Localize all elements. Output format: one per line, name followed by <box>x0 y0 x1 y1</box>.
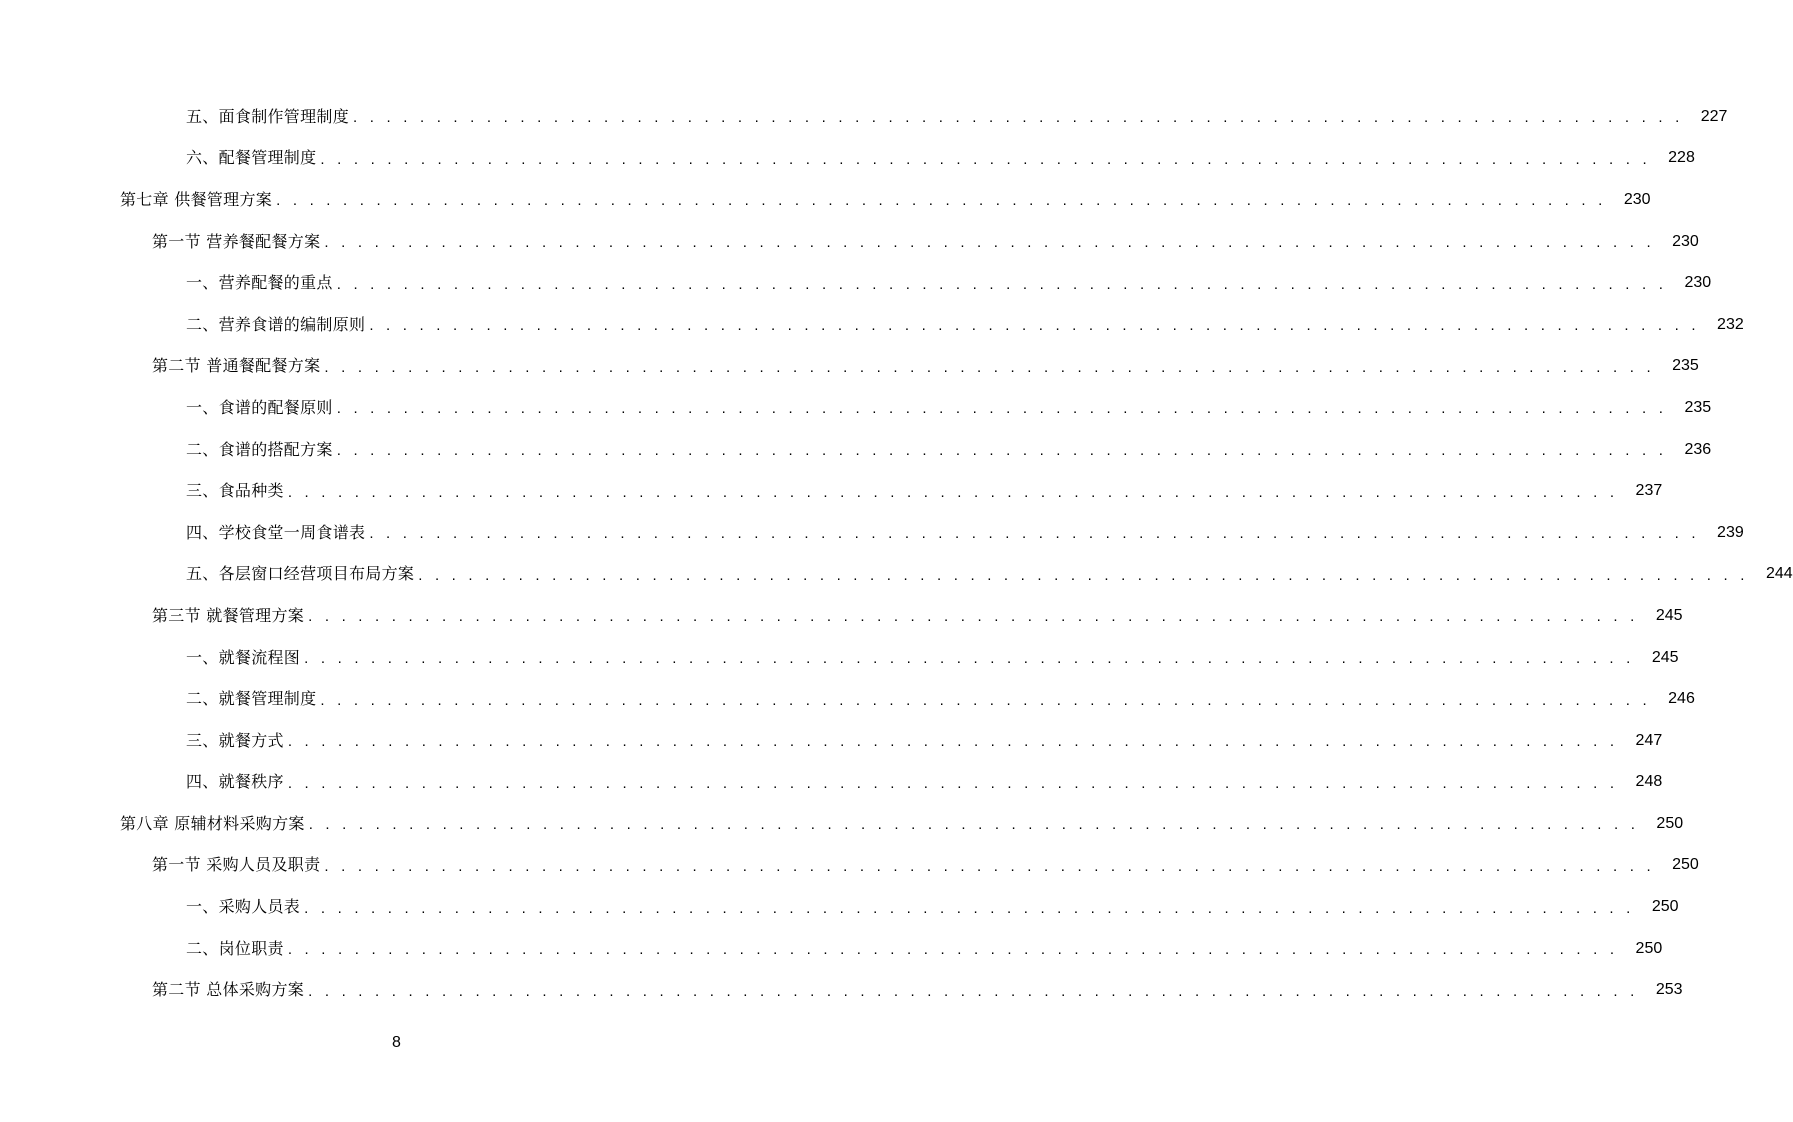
dot-leader: . . . . . . . . . . . . . . . . . . . . . . . . . . . . . . . . . . . . . . . . . . . . . . . . . . . . . . . . . . . . . . . . . . . . . . . . . . . . . . . . <box>336 400 1668 418</box>
dot-leader: . . . . . . . . . . . . . . . . . . . . . . . . . . . . . . . . . . . . . . . . . . . . . . . . . . . . . . . . . . . . . . . . . . . . . . . . . . . . . . . . <box>308 982 1639 1000</box>
dot-leader: . . . . . . . . . . . . . . . . . . . . . . . . . . . . . . . . . . . . . . . . . . . . . . . . . . . . . . . . . . . . . . . . . . . . . . . . . . . . . . . . <box>308 816 1640 834</box>
toc-entry[interactable] <box>0 678 1695 720</box>
toc-entry-title: 六、配餐管理制度 <box>186 148 317 168</box>
toc-entry-title: 四、学校食堂一周食谱表 <box>186 522 366 542</box>
toc-entry-page: 227 <box>1700 107 1728 125</box>
dot-leader: . . . . . . . . . . . . . . . . . . . . . . . . . . . . . . . . . . . . . . . . . . . . . . . . . . . . . . . . . . . . . . . . . . . . . . . . . . . . . . . . <box>320 150 1651 168</box>
toc-entry-title: 五、各层窗口经营项目布局方案 <box>186 564 415 584</box>
toc-entry-title: 二、营养食谱的编制原则 <box>186 314 366 334</box>
toc-entry-title: 三、食品种类 <box>186 481 284 501</box>
toc-entry[interactable] <box>0 429 1712 471</box>
toc-entry-page: 253 <box>1655 981 1683 999</box>
toc-entry-title: 一、采购人员表 <box>186 897 301 917</box>
toc-entry[interactable] <box>0 96 1728 138</box>
toc-entry-title: 五、面食制作管理制度 <box>186 106 350 126</box>
toc-entry[interactable] <box>0 554 1793 596</box>
toc-entry[interactable] <box>0 928 1663 970</box>
dot-leader: . . . . . . . . . . . . . . . . . . . . . . . . . . . . . . . . . . . . . . . . . . . . . . . . . . . . . . . . . . . . . . . . . . . . . . . . . . . . . . . . <box>324 358 1655 376</box>
toc-entry-title: 第二节 普通餐配餐方案 <box>152 356 321 376</box>
toc-entry[interactable] <box>0 886 1679 928</box>
dot-leader: . . . . . . . . . . . . . . . . . . . . . . . . . . . . . . . . . . . . . . . . . . . . . . . . . . . . . . . . . . . . . . . . . . . . . . . . . . . . . . . . <box>418 566 1749 584</box>
dot-leader: . . . . . . . . . . . . . . . . . . . . . . . . . . . . . . . . . . . . . . . . . . . . . . . . . . . . . . . . . . . . . . . . . . . . . . . . . . . . . . . . <box>353 109 1684 127</box>
toc-entry-title: 第二节 总体采购方案 <box>152 980 305 1000</box>
toc-entry-title: 二、岗位职责 <box>186 938 284 958</box>
toc-entry-page: 250 <box>1651 898 1679 916</box>
toc-entry-page: 228 <box>1668 149 1695 167</box>
dot-leader: . . . . . . . . . . . . . . . . . . . . . . . . . . . . . . . . . . . . . . . . . . . . . . . . . . . . . . . . . . . . . . . . . . . . . . . . . . . . . . . . <box>324 857 1655 875</box>
toc-entry-page: 244 <box>1765 565 1793 583</box>
dot-leader: . . . . . . . . . . . . . . . . . . . . . . . . . . . . . . . . . . . . . . . . . . . . . . . . . . . . . . . . . . . . . . . . . . . . . . . . . . . . . . . . <box>308 608 1639 626</box>
toc-entry-page: 230 <box>1672 232 1699 250</box>
toc-entry-page: 239 <box>1717 523 1744 541</box>
toc-entry[interactable] <box>0 346 1699 388</box>
toc-entry-title: 第三节 就餐管理方案 <box>152 605 305 625</box>
toc-entry[interactable] <box>0 387 1712 429</box>
toc-entry[interactable] <box>0 221 1699 263</box>
toc-entry-page: 232 <box>1717 315 1744 333</box>
toc-entry-page: 237 <box>1635 482 1663 500</box>
dot-leader: . . . . . . . . . . . . . . . . . . . . . . . . . . . . . . . . . . . . . . . . . . . . . . . . . . . . . . . . . . . . . . . . . . . . . . . . . . . . . . . . <box>320 691 1651 709</box>
dot-leader: . . . . . . . . . . . . . . . . . . . . . . . . . . . . . . . . . . . . . . . . . . . . . . . . . . . . . . . . . . . . . . . . . . . . . . . . . . . . . . . . <box>369 525 1700 543</box>
toc-entry[interactable] <box>0 720 1663 762</box>
toc-entry-page: 230 <box>1684 274 1712 292</box>
toc-entry-page: 246 <box>1668 690 1695 708</box>
toc-entry-page: 236 <box>1684 440 1712 458</box>
toc-entry[interactable] <box>0 262 1712 304</box>
toc-entry-page: 235 <box>1672 357 1699 375</box>
toc-entry-page: 245 <box>1651 648 1679 666</box>
toc-entry-title: 二、食谱的搭配方案 <box>186 439 333 459</box>
dot-leader: . . . . . . . . . . . . . . . . . . . . . . . . . . . . . . . . . . . . . . . . . . . . . . . . . . . . . . . . . . . . . . . . . . . . . . . . . . . . . . . . <box>276 192 1607 210</box>
toc-entry[interactable] <box>0 512 1744 554</box>
toc-entry-title: 一、营养配餐的重点 <box>186 273 333 293</box>
dot-leader: . . . . . . . . . . . . . . . . . . . . . . . . . . . . . . . . . . . . . . . . . . . . . . . . . . . . . . . . . . . . . . . . . . . . . . . . . . . . . . . . <box>287 483 1619 501</box>
dot-leader: . . . . . . . . . . . . . . . . . . . . . . . . . . . . . . . . . . . . . . . . . . . . . . . . . . . . . . . . . . . . . . . . . . . . . . . . . . . . . . . . <box>369 317 1700 335</box>
dot-leader: . . . . . . . . . . . . . . . . . . . . . . . . . . . . . . . . . . . . . . . . . . . . . . . . . . . . . . . . . . . . . . . . . . . . . . . . . . . . . . . . <box>304 899 1635 917</box>
toc-entry[interactable] <box>0 304 1744 346</box>
toc-entry-page: 250 <box>1635 939 1663 957</box>
toc-entry-title: 第七章 供餐管理方案 <box>120 189 273 209</box>
toc-entry-page: 250 <box>1672 856 1699 874</box>
toc-entry-title: 二、就餐管理制度 <box>186 689 317 709</box>
toc-entry-page: 230 <box>1623 190 1651 208</box>
toc-entry-title: 第一节 营养餐配餐方案 <box>152 231 321 251</box>
page-number: 8 <box>392 1034 401 1051</box>
dot-leader: . . . . . . . . . . . . . . . . . . . . . . . . . . . . . . . . . . . . . . . . . . . . . . . . . . . . . . . . . . . . . . . . . . . . . . . . . . . . . . . . <box>287 733 1619 751</box>
dot-leader: . . . . . . . . . . . . . . . . . . . . . . . . . . . . . . . . . . . . . . . . . . . . . . . . . . . . . . . . . . . . . . . . . . . . . . . . . . . . . . . . <box>304 650 1635 668</box>
toc-entry-page: 250 <box>1656 814 1684 832</box>
toc-entry[interactable] <box>0 762 1663 804</box>
toc-entry[interactable] <box>0 845 1699 887</box>
dot-leader: . . . . . . . . . . . . . . . . . . . . . . . . . . . . . . . . . . . . . . . . . . . . . . . . . . . . . . . . . . . . . . . . . . . . . . . . . . . . . . . . <box>336 442 1668 460</box>
toc-entry-page: 247 <box>1635 731 1663 749</box>
toc-entry[interactable] <box>0 595 1683 637</box>
dot-leader: . . . . . . . . . . . . . . . . . . . . . . . . . . . . . . . . . . . . . . . . . . . . . . . . . . . . . . . . . . . . . . . . . . . . . . . . . . . . . . . . <box>336 275 1668 293</box>
toc-entry-page: 248 <box>1635 773 1663 791</box>
toc-entry[interactable] <box>0 969 1683 1011</box>
dot-leader: . . . . . . . . . . . . . . . . . . . . . . . . . . . . . . . . . . . . . . . . . . . . . . . . . . . . . . . . . . . . . . . . . . . . . . . . . . . . . . . . <box>324 234 1655 252</box>
toc-entry-title: 四、就餐秩序 <box>186 772 284 792</box>
toc-entry[interactable] <box>0 179 1651 221</box>
toc-entry[interactable] <box>0 803 1684 845</box>
toc-entry-title: 第八章 原辅材料采购方案 <box>120 813 305 833</box>
toc-entry-page: 245 <box>1655 606 1683 624</box>
toc-entry[interactable] <box>0 637 1679 679</box>
table-of-contents <box>0 96 1793 1011</box>
toc-entry-title: 第一节 采购人员及职责 <box>152 855 321 875</box>
dot-leader: . . . . . . . . . . . . . . . . . . . . . . . . . . . . . . . . . . . . . . . . . . . . . . . . . . . . . . . . . . . . . . . . . . . . . . . . . . . . . . . . <box>287 774 1619 792</box>
toc-entry-title: 一、就餐流程图 <box>186 647 301 667</box>
toc-entry-title: 三、就餐方式 <box>186 730 284 750</box>
toc-entry-title: 一、食谱的配餐原则 <box>186 397 333 417</box>
toc-entry[interactable] <box>0 470 1663 512</box>
toc-entry[interactable] <box>0 138 1695 180</box>
toc-entry-page: 235 <box>1684 398 1712 416</box>
dot-leader: . . . . . . . . . . . . . . . . . . . . . . . . . . . . . . . . . . . . . . . . . . . . . . . . . . . . . . . . . . . . . . . . . . . . . . . . . . . . . . . . <box>287 941 1619 959</box>
